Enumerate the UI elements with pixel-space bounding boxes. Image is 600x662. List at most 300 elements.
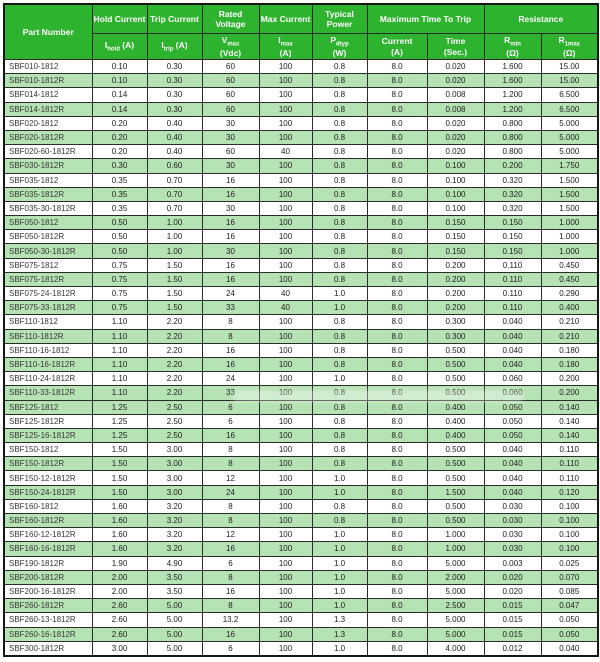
cell-resistance-1max: 15.00 [541,60,598,74]
cell-part-number: SBF075-1812 [4,258,92,272]
cell-time-to-trip-current: 8.0 [367,244,427,258]
cell-time-to-trip-time: 0.150 [427,244,484,258]
cell-rated-voltage: 30 [202,130,259,144]
cell-max-current: 100 [259,102,312,116]
table-row [4,287,598,301]
subheader-v-max: $V_{max}$ (Vdc) [202,34,259,60]
cell-time-to-trip-current: 8.0 [367,343,427,357]
cell-resistance-1max: 0.140 [541,400,598,414]
cell-hold-current: 0.20 [92,130,147,144]
table-row [4,74,598,88]
cell-max-current: 100 [259,457,312,471]
cell-resistance-min: 0.150 [484,244,541,258]
cell-max-current: 100 [259,627,312,641]
cell-resistance-min: 0.150 [484,230,541,244]
cell-hold-current: 1.10 [92,357,147,371]
cell-trip-current: 2.50 [147,400,202,414]
table-row [4,471,598,485]
cell-time-to-trip-current: 8.0 [367,457,427,471]
cell-time-to-trip-time: 0.500 [427,443,484,457]
cell-resistance-1max: 0.450 [541,272,598,286]
cell-max-current: 100 [259,343,312,357]
cell-max-current: 100 [259,443,312,457]
cell-resistance-min: 0.030 [484,528,541,542]
cell-resistance-1max: 6.500 [541,102,598,116]
cell-typical-power: 1.0 [312,471,367,485]
cell-part-number: SBF125-16-1812R [4,428,92,442]
cell-part-number: SBF150-24-1812R [4,485,92,499]
cell-time-to-trip-current: 8.0 [367,627,427,641]
cell-part-number: SBF075-33-1812R [4,301,92,315]
cell-hold-current: 1.25 [92,400,147,414]
cell-max-current: 100 [259,570,312,584]
cell-rated-voltage: 60 [202,102,259,116]
cell-hold-current: 0.75 [92,258,147,272]
cell-resistance-min: 0.015 [484,599,541,613]
cell-typical-power: 0.8 [312,428,367,442]
cell-time-to-trip-current: 8.0 [367,102,427,116]
table-row [4,400,598,414]
cell-hold-current: 1.50 [92,471,147,485]
cell-part-number: SBF160-16-1812R [4,542,92,556]
cell-rated-voltage: 16 [202,258,259,272]
table-row [4,414,598,428]
cell-max-current: 40 [259,287,312,301]
cell-time-to-trip-current: 8.0 [367,272,427,286]
cell-trip-current: 0.30 [147,102,202,116]
cell-max-current: 100 [259,60,312,74]
cell-resistance-1max: 0.025 [541,556,598,570]
cell-time-to-trip-current: 8.0 [367,386,427,400]
cell-resistance-1max: 0.085 [541,584,598,598]
cell-resistance-1max: 0.400 [541,301,598,315]
cell-time-to-trip-time: 0.020 [427,130,484,144]
table-row [4,201,598,215]
cell-trip-current: 3.20 [147,499,202,513]
cell-max-current: 100 [259,88,312,102]
cell-resistance-min: 0.110 [484,258,541,272]
cell-resistance-1max: 5.000 [541,145,598,159]
cell-resistance-1max: 5.000 [541,116,598,130]
cell-time-to-trip-current: 8.0 [367,116,427,130]
cell-max-current: 100 [259,216,312,230]
cell-max-current: 100 [259,244,312,258]
cell-time-to-trip-time: 0.200 [427,301,484,315]
cell-rated-voltage: 8 [202,457,259,471]
cell-hold-current: 0.35 [92,173,147,187]
cell-rated-voltage: 8 [202,570,259,584]
cell-hold-current: 1.60 [92,499,147,513]
cell-trip-current: 0.70 [147,187,202,201]
cell-trip-current: 2.20 [147,372,202,386]
cell-resistance-min: 0.050 [484,414,541,428]
column-group-typical-power: Typical Power [312,4,367,34]
cell-time-to-trip-current: 8.0 [367,130,427,144]
cell-part-number: SBF050-1812R [4,230,92,244]
cell-max-current: 100 [259,116,312,130]
cell-trip-current: 5.00 [147,627,202,641]
cell-time-to-trip-current: 8.0 [367,187,427,201]
cell-max-current: 100 [259,499,312,513]
cell-part-number: SBF030-1812R [4,159,92,173]
cell-rated-voltage: 60 [202,60,259,74]
cell-trip-current: 3.50 [147,584,202,598]
cell-resistance-1max: 0.210 [541,329,598,343]
cell-resistance-min: 0.015 [484,613,541,627]
cell-hold-current: 0.35 [92,187,147,201]
column-group-hold-current: Hold Current [92,4,147,34]
cell-typical-power: 1.0 [312,301,367,315]
column-group-max-time-to-trip: Maximum Time To Trip [367,4,484,34]
cell-part-number: SBF014-1812 [4,88,92,102]
cell-resistance-1max: 0.050 [541,627,598,641]
table-row [4,357,598,371]
cell-trip-current: 3.00 [147,485,202,499]
cell-time-to-trip-current: 8.0 [367,329,427,343]
cell-time-to-trip-time: 0.150 [427,216,484,230]
cell-time-to-trip-time: 0.500 [427,386,484,400]
cell-max-current: 100 [259,372,312,386]
cell-time-to-trip-current: 8.0 [367,641,427,656]
cell-rated-voltage: 60 [202,145,259,159]
cell-rated-voltage: 33 [202,301,259,315]
cell-max-current: 100 [259,528,312,542]
cell-hold-current: 1.10 [92,315,147,329]
cell-hold-current: 1.60 [92,514,147,528]
cell-rated-voltage: 6 [202,641,259,656]
cell-trip-current: 0.70 [147,201,202,215]
cell-rated-voltage: 12 [202,471,259,485]
cell-resistance-1max: 0.450 [541,258,598,272]
table-row [4,372,598,386]
cell-max-current: 100 [259,613,312,627]
cell-time-to-trip-current: 8.0 [367,216,427,230]
cell-time-to-trip-current: 8.0 [367,499,427,513]
cell-part-number: SBF200-1812R [4,570,92,584]
cell-part-number: SBF050-1812 [4,216,92,230]
cell-trip-current: 0.30 [147,60,202,74]
column-header-part-number: Part Number [4,4,92,60]
cell-rated-voltage: 8 [202,443,259,457]
table-row [4,343,598,357]
cell-resistance-1max: 1.000 [541,216,598,230]
cell-time-to-trip-time: 5.000 [427,613,484,627]
cell-typical-power: 1.0 [312,599,367,613]
cell-typical-power: 1.0 [312,287,367,301]
cell-resistance-1max: 0.200 [541,386,598,400]
cell-resistance-min: 0.060 [484,372,541,386]
cell-time-to-trip-current: 8.0 [367,599,427,613]
cell-time-to-trip-time: 0.500 [427,457,484,471]
cell-resistance-min: 0.800 [484,130,541,144]
cell-resistance-min: 0.015 [484,627,541,641]
cell-part-number: SBF014-1812R [4,102,92,116]
cell-rated-voltage: 16 [202,584,259,598]
cell-part-number: SBF150-1812 [4,443,92,457]
cell-resistance-min: 0.050 [484,400,541,414]
cell-resistance-1max: 0.100 [541,542,598,556]
cell-resistance-min: 0.020 [484,584,541,598]
cell-time-to-trip-current: 8.0 [367,60,427,74]
cell-max-current: 100 [259,400,312,414]
cell-resistance-1max: 0.100 [541,499,598,513]
cell-part-number: SBF110-16-1812R [4,357,92,371]
cell-part-number: SBF020-1812R [4,130,92,144]
cell-resistance-min: 0.030 [484,499,541,513]
cell-part-number: SBF110-33-1812R [4,386,92,400]
cell-max-current: 100 [259,471,312,485]
cell-trip-current: 5.00 [147,613,202,627]
cell-hold-current: 0.50 [92,216,147,230]
cell-typical-power: 1.0 [312,556,367,570]
cell-typical-power: 0.8 [312,272,367,286]
cell-resistance-1max: 1.500 [541,187,598,201]
cell-time-to-trip-time: 0.300 [427,329,484,343]
cell-trip-current: 0.30 [147,74,202,88]
table-row [4,627,598,641]
cell-max-current: 100 [259,315,312,329]
cell-resistance-1max: 5.000 [541,130,598,144]
cell-resistance-1max: 0.120 [541,485,598,499]
cell-trip-current: 3.50 [147,570,202,584]
cell-rated-voltage: 30 [202,244,259,258]
table-row [4,145,598,159]
cell-time-to-trip-current: 8.0 [367,159,427,173]
cell-resistance-min: 0.012 [484,641,541,656]
cell-part-number: SBF050-30-1812R [4,244,92,258]
table-row [4,499,598,513]
cell-part-number: SBF190-1812R [4,556,92,570]
cell-time-to-trip-time: 0.400 [427,428,484,442]
cell-resistance-min: 0.110 [484,301,541,315]
cell-time-to-trip-current: 8.0 [367,542,427,556]
cell-resistance-min: 0.040 [484,443,541,457]
cell-part-number: SBF010-1812 [4,60,92,74]
cell-resistance-1max: 1.500 [541,201,598,215]
cell-hold-current: 2.60 [92,599,147,613]
cell-resistance-1max: 0.047 [541,599,598,613]
table-row [4,216,598,230]
cell-rated-voltage: 16 [202,216,259,230]
spec-table [3,3,599,657]
cell-trip-current: 1.50 [147,287,202,301]
cell-typical-power: 0.8 [312,244,367,258]
cell-time-to-trip-current: 8.0 [367,74,427,88]
cell-max-current: 100 [259,386,312,400]
cell-time-to-trip-time: 0.020 [427,60,484,74]
cell-max-current: 100 [259,130,312,144]
cell-resistance-1max: 0.210 [541,315,598,329]
cell-trip-current: 2.50 [147,428,202,442]
cell-resistance-min: 0.050 [484,428,541,442]
cell-hold-current: 1.25 [92,414,147,428]
cell-part-number: SBF010-1812R [4,74,92,88]
column-group-trip-current: Trip Current [147,4,202,34]
cell-trip-current: 3.00 [147,443,202,457]
table-header [4,4,598,60]
cell-hold-current: 0.20 [92,145,147,159]
cell-typical-power: 0.8 [312,343,367,357]
cell-resistance-min: 0.020 [484,570,541,584]
cell-time-to-trip-current: 8.0 [367,514,427,528]
cell-max-current: 40 [259,301,312,315]
cell-typical-power: 0.8 [312,159,367,173]
cell-time-to-trip-current: 8.0 [367,584,427,598]
cell-trip-current: 3.00 [147,457,202,471]
cell-resistance-1max: 0.200 [541,372,598,386]
cell-rated-voltage: 30 [202,159,259,173]
cell-resistance-min: 0.003 [484,556,541,570]
table-row [4,102,598,116]
cell-trip-current: 0.70 [147,173,202,187]
table-row [4,88,598,102]
cell-resistance-1max: 0.140 [541,414,598,428]
cell-typical-power: 0.8 [312,414,367,428]
cell-rated-voltage: 33 [202,386,259,400]
cell-trip-current: 0.40 [147,130,202,144]
cell-trip-current: 1.50 [147,301,202,315]
subheader-p-dtyp: $P_{dtyp}$ (W) [312,34,367,60]
cell-resistance-min: 0.800 [484,116,541,130]
cell-trip-current: 0.30 [147,88,202,102]
cell-trip-current: 0.60 [147,159,202,173]
cell-typical-power: 0.8 [312,258,367,272]
cell-time-to-trip-current: 8.0 [367,201,427,215]
cell-typical-power: 0.8 [312,514,367,528]
cell-part-number: SBF020-60-1812R [4,145,92,159]
cell-rated-voltage: 16 [202,173,259,187]
table-row [4,159,598,173]
cell-part-number: SBF035-1812R [4,187,92,201]
subheader-trip-current: Current (A) [367,34,427,60]
table-row [4,272,598,286]
table-row [4,641,598,656]
cell-resistance-1max: 0.180 [541,357,598,371]
cell-max-current: 100 [259,599,312,613]
cell-typical-power: 0.8 [312,216,367,230]
cell-typical-power: 0.8 [312,116,367,130]
cell-rated-voltage: 16 [202,627,259,641]
cell-hold-current: 0.20 [92,116,147,130]
cell-resistance-1max: 0.100 [541,528,598,542]
cell-time-to-trip-time: 0.400 [427,414,484,428]
cell-rated-voltage: 16 [202,187,259,201]
cell-rated-voltage: 6 [202,556,259,570]
cell-hold-current: 1.50 [92,457,147,471]
cell-part-number: SBF035-1812 [4,173,92,187]
subheader-i-max: $I_{max}$ (A) [259,34,312,60]
cell-time-to-trip-time: 0.400 [427,400,484,414]
cell-time-to-trip-time: 5.000 [427,556,484,570]
cell-part-number: SBF125-1812R [4,414,92,428]
cell-hold-current: 1.60 [92,542,147,556]
cell-hold-current: 1.60 [92,528,147,542]
cell-time-to-trip-current: 8.0 [367,88,427,102]
table-row [4,116,598,130]
cell-resistance-1max: 15.00 [541,74,598,88]
cell-part-number: SBF260-1812R [4,599,92,613]
cell-typical-power: 1.3 [312,627,367,641]
cell-max-current: 100 [259,159,312,173]
cell-time-to-trip-current: 8.0 [367,471,427,485]
cell-rated-voltage: 6 [202,400,259,414]
cell-max-current: 100 [259,187,312,201]
cell-time-to-trip-time: 0.020 [427,74,484,88]
cell-time-to-trip-current: 8.0 [367,528,427,542]
cell-resistance-1max: 1.000 [541,244,598,258]
cell-part-number: SBF150-12-1812R [4,471,92,485]
cell-typical-power: 1.0 [312,542,367,556]
cell-trip-current: 0.40 [147,116,202,130]
cell-resistance-1max: 0.050 [541,613,598,627]
cell-max-current: 100 [259,258,312,272]
table-row [4,301,598,315]
cell-time-to-trip-current: 8.0 [367,443,427,457]
cell-time-to-trip-current: 8.0 [367,145,427,159]
table-row [4,258,598,272]
cell-max-current: 100 [259,414,312,428]
cell-resistance-1max: 0.110 [541,443,598,457]
cell-rated-voltage: 8 [202,315,259,329]
cell-time-to-trip-time: 0.200 [427,287,484,301]
subheader-i-trip: $I_{trip}$ (A) [147,34,202,60]
cell-resistance-1max: 0.140 [541,428,598,442]
cell-trip-current: 2.50 [147,414,202,428]
cell-typical-power: 0.8 [312,187,367,201]
cell-hold-current: 1.25 [92,428,147,442]
cell-time-to-trip-time: 0.500 [427,343,484,357]
cell-time-to-trip-current: 8.0 [367,613,427,627]
cell-rated-voltage: 30 [202,116,259,130]
cell-hold-current: 1.90 [92,556,147,570]
cell-hold-current: 0.75 [92,287,147,301]
cell-part-number: SBF300-1812R [4,641,92,656]
cell-rated-voltage: 16 [202,343,259,357]
cell-typical-power: 1.0 [312,485,367,499]
cell-part-number: SBF110-1812 [4,315,92,329]
cell-trip-current: 2.20 [147,315,202,329]
cell-hold-current: 0.75 [92,272,147,286]
cell-time-to-trip-time: 5.000 [427,584,484,598]
cell-max-current: 100 [259,641,312,656]
cell-trip-current: 5.00 [147,599,202,613]
cell-hold-current: 0.50 [92,230,147,244]
subheader-i-hold: $I_{hold}$ (A) [92,34,147,60]
cell-resistance-min: 0.320 [484,187,541,201]
table-row [4,613,598,627]
cell-max-current: 100 [259,584,312,598]
cell-hold-current: 1.50 [92,485,147,499]
table-row [4,514,598,528]
cell-max-current: 100 [259,514,312,528]
cell-rated-voltage: 30 [202,201,259,215]
cell-trip-current: 2.20 [147,329,202,343]
cell-resistance-1max: 0.180 [541,343,598,357]
cell-typical-power: 0.8 [312,60,367,74]
cell-time-to-trip-time: 0.500 [427,499,484,513]
cell-typical-power: 0.8 [312,230,367,244]
cell-time-to-trip-current: 8.0 [367,315,427,329]
cell-trip-current: 1.50 [147,272,202,286]
cell-part-number: SBF200-16-1812R [4,584,92,598]
cell-rated-voltage: 16 [202,230,259,244]
cell-hold-current: 2.60 [92,613,147,627]
cell-resistance-min: 0.040 [484,471,541,485]
cell-trip-current: 2.20 [147,386,202,400]
cell-time-to-trip-time: 5.000 [427,627,484,641]
subheader-trip-time: Time (Sec.) [427,34,484,60]
cell-part-number: SBF160-12-1812R [4,528,92,542]
